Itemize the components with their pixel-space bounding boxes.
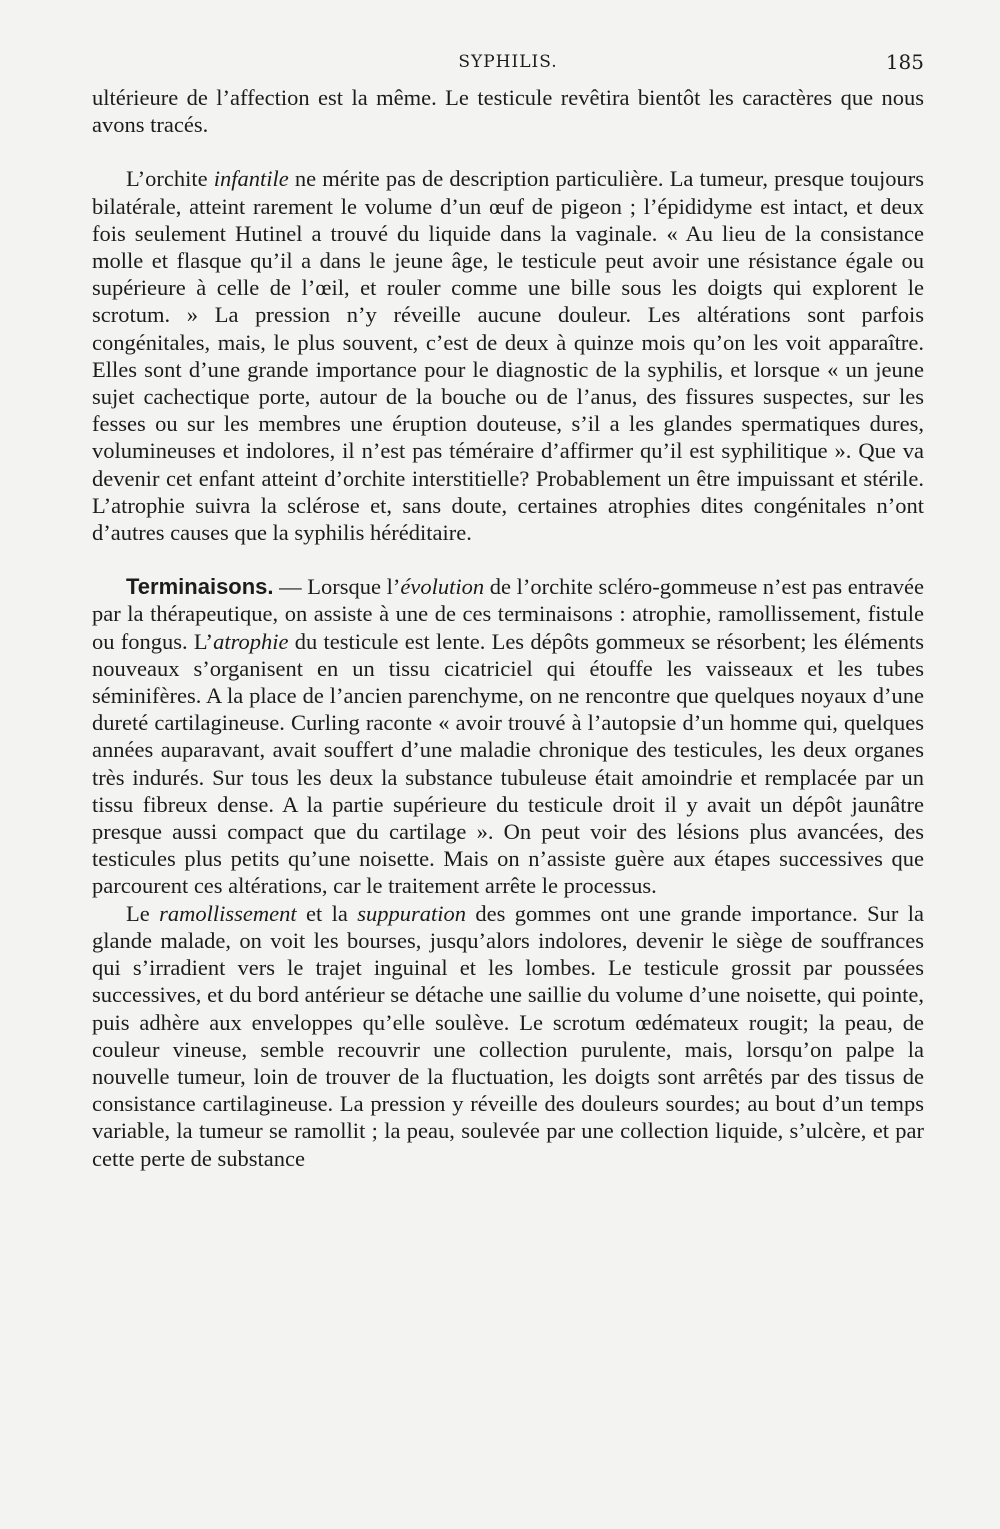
text-span: Le — [126, 900, 160, 926]
paragraph-continuation: ultérieure de l’affection est la même. Le testicule revêtira bientôt les caractères que nous avons tracés. — [92, 85, 924, 138]
text-span: ne mérite pas de description particulière. La tumeur, presque toujours bilatérale, atteint rarement le volume d’un œuf de pigeon ; l’épididyme est intact, et deux fois seulement Hutinel a trouvé du liquide dans la vaginale. « Au lieu de la consistance molle et flasque qu’il a dans le jeune âge, le testicule peut avoir une résistance égale ou supérieure à celle de l’œil, et rouler comme une bille sous les doigts qui explorent le scrotum. » La pression n’y réveille aucune douleur. Les altérations sont parfois congénitales, mais, le plus souvent, c’est de deux à quinze mois qu’on les voit apparaître. Elles sont d’une grande importance pour le diagnostic de la syphilis, et lorsque « un jeune sujet cachectique porte, autour de la bouche ou de l’anus, des fissures suspectes, sur les fesses ou sur les membres une éruption douteuse, s’il a les glandes spermatiques dures, volumineuses et indolores, il n’est pas téméraire d’affirmer qu’il est syphilitique ». Que va devenir cet enfant atteint d’orchite interstitielle? Probablement un être impuissant et stérile. L’atrophie suivra la sclérose et, sans doute, certaines atrophies dites congénitales n’ont d’autres causes que la syphilis héréditaire. — [92, 166, 924, 546]
running-header — [92, 50, 924, 76]
text-span: de l’orchite scléro-gommeuse n’est pas entravée par la thérapeutique, on assiste à une de ces terminaisons : atrophie, ramollissement, fistule ou fongus. L’ — [92, 574, 924, 654]
running-title: SYPHILIS. — [458, 52, 558, 72]
section-heading: Terminaisons. — [126, 574, 274, 600]
paragraph-orchite-infantile — [92, 165, 924, 546]
body-text — [92, 84, 924, 1172]
text-span: des gommes ont une grande importance. Sur la glande malade, on voit les bourses, jusqu’alors indolores, devenir le siège de souffrances qui s’irradient vers le trajet inguinal et les lombes. Le testicule grossit par poussées successives, et du bord antérieur se détache une saillie du volume d’une noisette, qui pointe, puis adhère aux enveloppes qu’elle soulève. Le scrotum œdémateux rougit; la peau, de couleur vineuse, semble recouvrir une collection purulente, mais, lorsqu’on palpe la nouvelle tumeur, loin de trouver de la fluctuation, les doigts sont arrêtés par des tissus de consistance cartilagineuse. La pression y réveille des douleurs sourdes; au bout d’un temps variable, la tumeur se ramollit ; la peau, soulevée par une collection liquide, s’ulcère, et par cette perte de substance — [92, 900, 924, 1171]
italic-term: ramollissement — [159, 900, 297, 926]
page-number: 185 — [885, 50, 924, 74]
italic-term: atrophie — [213, 628, 289, 654]
text-span: — Lorsque l’ — [273, 574, 401, 600]
text-span: du testicule est lente. Les dépôts gommeux se résorbent; les éléments nouveaux s’organisent en un tissu cicatriciel qui étouffe les vaisseaux et les tubes séminifères. A la place de l’ancien parenchyme, on ne rencontre que quelques noyaux d’une dureté cartilagineuse. Curling raconte « avoir trouvé à l’autopsie d’un homme qui, quelques années auparavant, avait souffert d’une maladie chronique des testicules, les deux organes très indurés. Sur tous les deux la substance tubuleuse était amoindrie et remplacée par un tissu fibreux dense. A la partie supérieure du testicule droit il y avait un dépôt jaunâtre presque aussi compact que du cartilage ». On peut voir des lésions plus avancées, des testicules plus petits qu’une noisette. Mais on n’assiste guère aux étapes successives que parcourent ces altérations, car le traitement arrête le processus. — [92, 628, 924, 899]
italic-term: suppuration — [357, 900, 466, 926]
text-span: L’orchite — [126, 166, 214, 192]
paragraph-terminaisons — [92, 573, 924, 899]
text-span: et la — [296, 900, 358, 926]
italic-term: évolution — [400, 574, 485, 600]
italic-term: infantile — [213, 166, 289, 192]
paragraph-ramollissement — [92, 900, 924, 1172]
